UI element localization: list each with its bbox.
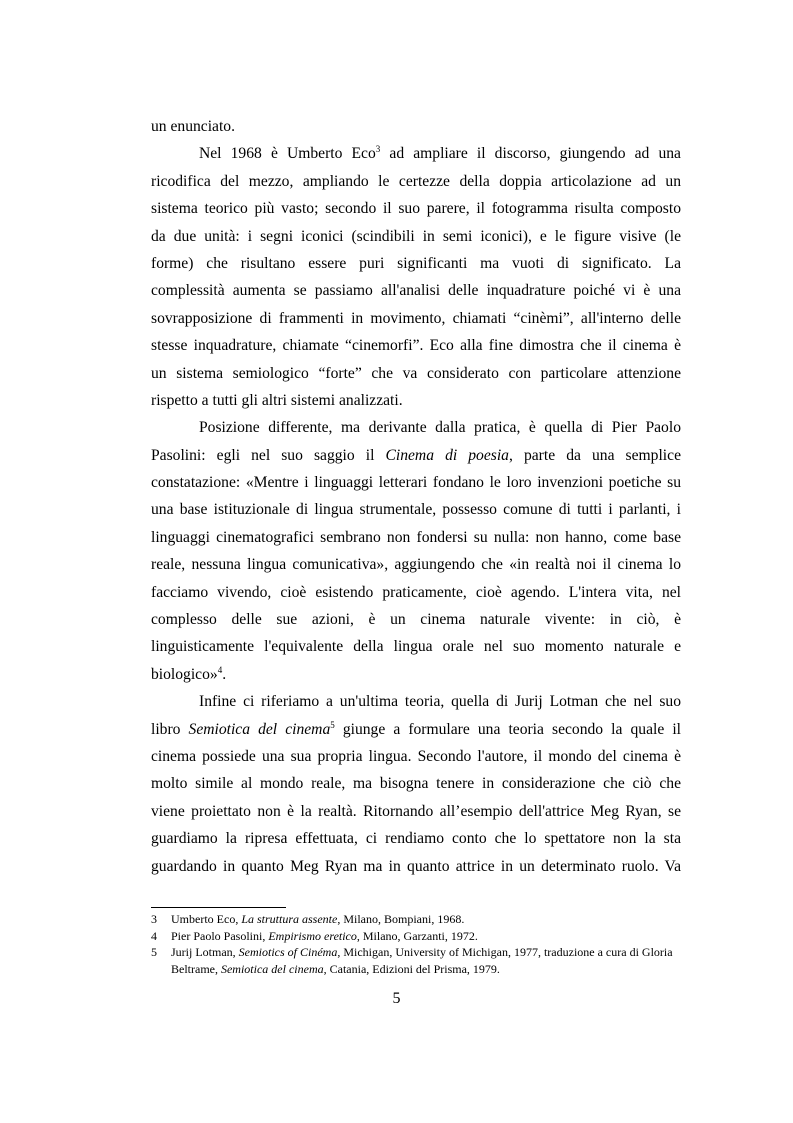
footnote	[151, 911, 681, 928]
text-line: da due unità: i segni iconici (scindibili in semi iconici), e le figure visive (le	[151, 227, 681, 245]
text-line: ricodifica del mezzo, ampliando le certezze della doppia articolazione ad un	[151, 172, 681, 190]
text-line: complessità aumenta se passiamo all'analisi delle inquadrature poiché vi è una	[151, 282, 681, 300]
page-number: 5	[392, 990, 401, 1007]
italic-title: Cinema di poesia	[385, 446, 509, 464]
text-line: Nel 1968 è Umberto Eco$^3$ ad ampliare il discorso, giungendo ad una	[199, 144, 681, 163]
body-text	[151, 113, 681, 880]
footnotes	[151, 911, 681, 977]
footnote-text: Jurij Lotman, Semiotics of Cinéma, Michigan, University of Michigan, 1977, traduzione a cura di Gloria Beltrame, Semiotica del cinema, Catania, Edizioni del Prisma, 1979.	[171, 945, 673, 976]
text-line: un enunciato.	[151, 118, 236, 135]
footnote-number: 4	[151, 928, 157, 943]
footnote-number: 5	[151, 945, 157, 959]
text-line: biologico»$^4$.	[151, 664, 227, 683]
text-line: Posizione differente, ma derivante dalla pratica, è quella di Pier Paolo	[199, 419, 681, 437]
text-line: rispetto a tutti gli altri sistemi analizzati.	[151, 391, 403, 409]
text-line: linguisticamente l'equivalente della lingua orale nel suo momento naturale e	[151, 638, 681, 656]
text-line: sistema teorico più vasto; secondo il suo parere, il fotogramma risulta composto	[151, 200, 681, 218]
text-line: sovrapposizione di frammenti in movimento, chiamati “cinèmi”, all'interno delle	[151, 309, 681, 327]
text-line: guardando in quanto Meg Ryan ma in quanto attrice in un determinato ruolo. Va	[151, 857, 681, 875]
footnote-ref: 5	[330, 719, 335, 730]
text-line: molto simile al mondo reale, ma bisogna tenere in considerazione che ciò che	[151, 775, 681, 793]
text-line: un sistema semiologico “forte” che va considerato con particolare attenzione	[151, 364, 681, 382]
footnote-text: Pier Paolo Pasolini, Empirismo eretico, Milano, Garzanti, 1972.	[171, 928, 478, 943]
text-line: stesse inquadrature, chiamate “cinemorfi”. Eco alla fine dimostra che il cinema è	[151, 337, 681, 355]
text-line: Infine ci riferiamo a un'ultima teoria, quella di Jurij Lotman che nel suo	[199, 693, 681, 711]
footnote-ref: 3	[375, 144, 381, 155]
text-line: constatazione: «Mentre i linguaggi letterari fondano le loro invenzioni poetiche su	[151, 474, 681, 492]
text-line: guardiamo la ripresa effettuata, ci rendiamo conto che lo spettatore non la sta	[151, 830, 681, 848]
italic-title: Semiotica del cinema	[188, 720, 331, 738]
footnote-ref: 4	[217, 664, 223, 675]
text-line: complesso delle sue azioni, è un cinema naturale vivente: in ciò, è	[151, 611, 681, 629]
text-line: Pasolini: egli nel suo saggio il Cinema di poesia, parte da una semplice	[151, 446, 681, 464]
text-line: una base istituzionale di lingua strumentale, possesso comune di tutti i parlanti, i	[151, 501, 681, 519]
text-line: reale, nessuna lingua comunicativa», aggiungendo che «in realtà noi il cinema lo	[151, 556, 681, 574]
text-line: facciamo vivendo, cioè esistendo praticamente, cioè agendo. L'intera vita, nel	[151, 583, 681, 601]
footnote-text: Umberto Eco, La struttura assente, Milano, Bompiani, 1968.	[171, 912, 465, 926]
footnote-number: 3	[151, 912, 157, 926]
text-line: cinema possiede una sua propria lingua. Secondo l'autore, il mondo del cinema è	[151, 747, 681, 765]
footnote-divider	[151, 907, 286, 908]
text-line: linguaggi cinematografici sembrano non fondersi su nulla: non hanno, come base	[151, 528, 681, 546]
text-line: libro Semiotica del cinema$^5$ giunge a formulare una teoria secondo la quale il	[151, 719, 681, 738]
footnote	[151, 944, 681, 977]
text-line: viene proiettato non è la realtà. Ritornando all’esempio dell'attrice Meg Ryan, se	[151, 802, 681, 820]
text-line: forme) che risultano essere puri significanti ma vuoti di significato. La	[151, 254, 681, 272]
footnote	[151, 928, 681, 945]
